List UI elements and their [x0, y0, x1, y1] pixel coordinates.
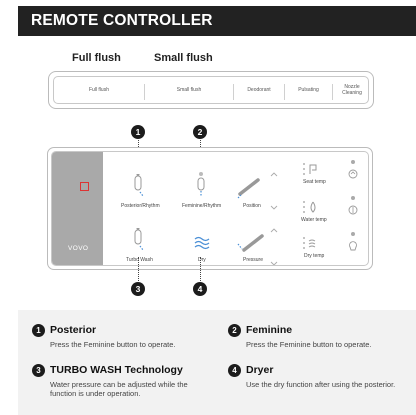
page-title: REMOTE CONTROLLER: [31, 12, 213, 29]
water-temp-label: Water temp: [301, 217, 327, 223]
small-flush-label: Small flush: [154, 52, 213, 64]
callout-2: 2: [193, 125, 207, 139]
info-number: 2: [228, 324, 241, 337]
seat-temp-label: Seat temp: [303, 179, 326, 185]
feminine-icon[interactable]: [195, 172, 209, 198]
info-description: Press the Feminine button to operate.: [246, 340, 372, 349]
dry-label: Dry: [198, 257, 206, 263]
indicator-light: [80, 182, 89, 191]
water-temp-icon[interactable]: [302, 199, 322, 215]
nozzle-cleaning-button[interactable]: [333, 77, 371, 103]
info-title: Posterior: [50, 324, 97, 336]
info-title: Feminine: [246, 324, 293, 336]
full-flush-label: Full flush: [72, 52, 121, 64]
deodorant-button[interactable]: Deodorant: [247, 86, 271, 93]
position-arrows-icon[interactable]: [269, 170, 279, 212]
header-bar: [18, 6, 416, 36]
feature-info-section: [18, 310, 416, 415]
info-description: Press the Feminine button to operate.: [50, 340, 176, 349]
turbo-wash-icon[interactable]: [132, 228, 146, 252]
posterior-icon[interactable]: [132, 174, 146, 198]
info-title: Dryer: [246, 364, 274, 376]
info-number: 1: [32, 324, 45, 337]
pressure-icon[interactable]: [236, 230, 270, 256]
pulsating-button[interactable]: Pulsating: [298, 86, 319, 93]
display-area: [52, 152, 103, 265]
remote-panel: [47, 147, 373, 270]
position-label: Position: [243, 203, 261, 209]
connector-line: [200, 257, 201, 281]
info-description: Water pressure can be adjusted while the function is under operation.: [50, 380, 188, 399]
nozzle-label-line2: Cleaning: [342, 90, 362, 96]
info-description: Use the dry function after using the posterior.: [246, 380, 396, 389]
feminine-rhythm-label: Feminine/Rhythm: [182, 203, 222, 209]
info-title: TURBO WASH Technology: [50, 364, 183, 376]
seat-temp-icon[interactable]: [302, 161, 322, 177]
info-number: 3: [32, 364, 45, 377]
nozzle-position-icon[interactable]: [236, 174, 270, 200]
info-number: 4: [228, 364, 241, 377]
nozzle-label-line1: Nozzle: [344, 83, 360, 90]
water-indicator-icon: [346, 196, 360, 220]
pressure-arrows-icon[interactable]: [269, 226, 279, 266]
brand-logo: VOVO: [68, 245, 89, 252]
turbo-wash-label: Turbo Wash: [126, 257, 153, 263]
dry-icon[interactable]: [194, 236, 210, 250]
pressure-label: Pressure: [243, 257, 264, 263]
seat-indicator-icon: [346, 160, 360, 184]
dry-temp-icon[interactable]: [302, 235, 322, 251]
callout-1: 1: [131, 125, 145, 139]
posterior-rhythm-label: Posterior/Rhythm: [121, 203, 160, 209]
small-flush-button[interactable]: Small flush: [176, 86, 202, 93]
callout-4: 4: [193, 282, 207, 296]
connector-line: [138, 257, 139, 281]
dry-temp-label: Dry temp: [304, 253, 325, 259]
full-flush-button[interactable]: Full flush: [88, 86, 109, 93]
callout-3: 3: [131, 282, 145, 296]
flush-control-bar: [48, 71, 374, 109]
light-indicator-icon: [346, 232, 360, 256]
